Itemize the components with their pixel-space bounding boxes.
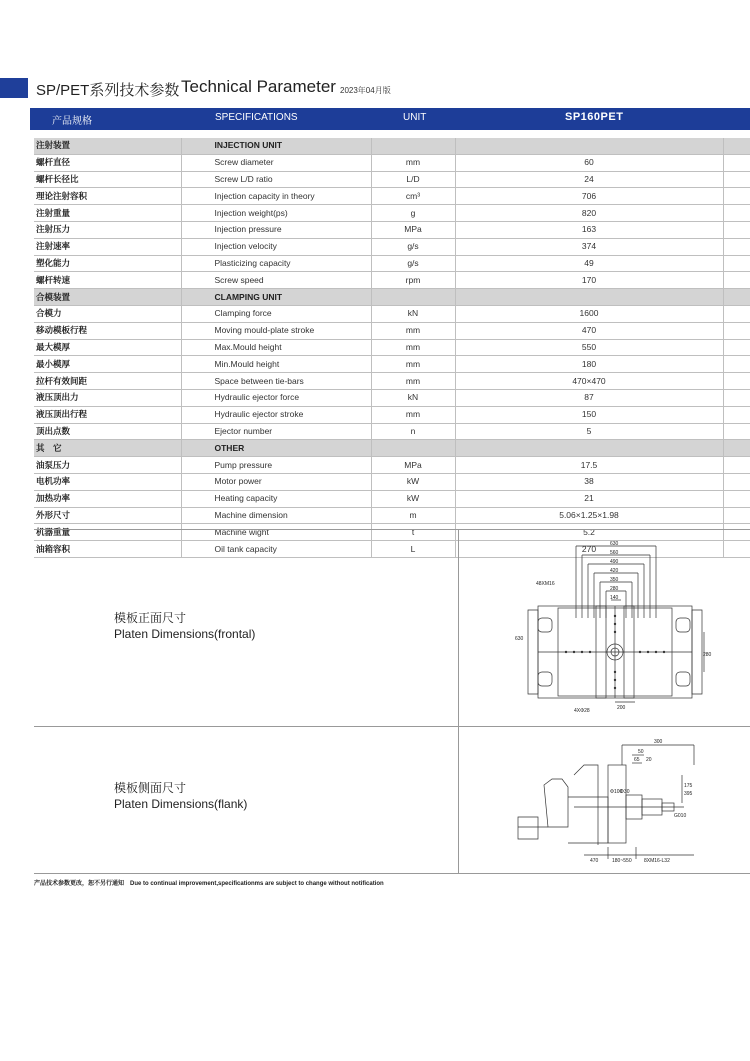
row-unit: mm (371, 356, 455, 373)
header-model: SP160PET (565, 111, 624, 123)
row-value: 270 (455, 541, 723, 558)
row-value (455, 138, 723, 154)
row-extra-cell (723, 154, 750, 171)
row-unit: rpm (371, 272, 455, 289)
frontal-dim-top-6: 140 (610, 595, 619, 601)
row-label-cn: 油箱容积 (34, 541, 181, 558)
flank-dim-left: Φ100 (610, 789, 623, 795)
row-extra-cell (723, 490, 750, 507)
frontal-label-en: Platen Dimensions(frontal) (114, 627, 256, 641)
table-row (34, 188, 750, 205)
table-row (34, 423, 750, 440)
row-label-cn: 机器重量 (34, 524, 181, 541)
flank-dim-left2: Φ30 (620, 789, 630, 795)
row-label-en: Hydraulic ejector force (181, 389, 371, 406)
table-row (34, 373, 750, 390)
title-chinese: SP/PET系列技术参数 (36, 82, 180, 99)
flank-platen-drawing (514, 735, 714, 865)
row-label-cn: 液压顶出力 (34, 389, 181, 406)
frontal-dim-top-5: 280 (610, 586, 619, 592)
frontal-dim-top-2: 490 (610, 559, 619, 565)
row-label-cn: 注射压力 (34, 221, 181, 238)
table-row (34, 305, 750, 322)
row-label-en: Screw speed (181, 272, 371, 289)
row-label-en: Hydraulic ejector stroke (181, 406, 371, 423)
row-label-cn: 注射重量 (34, 205, 181, 222)
row-label-en: Injection velocity (181, 238, 371, 255)
row-extra-cell (723, 356, 750, 373)
flank-dim-thread: G010 (674, 813, 687, 819)
row-unit: n (371, 423, 455, 440)
row-value (455, 289, 723, 306)
row-extra-cell (723, 473, 750, 490)
section-divider-vertical (458, 530, 459, 873)
row-label-cn: 合模力 (34, 305, 181, 322)
table-row (34, 154, 750, 171)
row-value: 38 (455, 473, 723, 490)
table-row (34, 171, 750, 188)
row-value: 87 (455, 389, 723, 406)
header-unit: UNIT (403, 112, 427, 123)
flank-dim-side: 175 (684, 783, 693, 789)
row-label-cn: 塑化能力 (34, 255, 181, 272)
flank-dim-side2: 395 (684, 791, 693, 797)
row-label-en: Pump pressure (181, 457, 371, 474)
row-value: 470×470 (455, 373, 723, 390)
row-extra-cell (723, 138, 750, 154)
row-label-cn: 移动模板行程 (34, 322, 181, 339)
table-row (34, 473, 750, 490)
frontal-platen-drawing (514, 540, 714, 720)
header-accent-bar (0, 78, 28, 98)
row-extra-cell (723, 238, 750, 255)
row-label-en: Screw L/D ratio (181, 171, 371, 188)
row-label-en: Machine wight (181, 524, 371, 541)
header-product-spec-cn: 产品规格 (52, 116, 92, 127)
row-label-cn: 注射装置 (34, 138, 181, 154)
row-value: 24 (455, 171, 723, 188)
flank-dim-bottom2: 180~550 (612, 858, 632, 864)
row-value: 21 (455, 490, 723, 507)
row-value: 17.5 (455, 457, 723, 474)
row-unit: g/s (371, 255, 455, 272)
table-row (34, 406, 750, 423)
frontal-dim-top-0: 630 (610, 541, 619, 547)
row-unit (371, 289, 455, 306)
row-unit: kN (371, 305, 455, 322)
footnote: 产品技术参数更改，恕不另行通知 Due to continual improvement,specificationms are subject to change without notification (34, 881, 384, 887)
row-extra-cell (723, 389, 750, 406)
row-extra-cell (723, 339, 750, 356)
row-label-cn: 理论注射容积 (34, 188, 181, 205)
flank-label-cn: 模板侧面尺寸 (114, 781, 187, 795)
table-row (34, 272, 750, 289)
row-label-cn: 螺杆转速 (34, 272, 181, 289)
table-row (34, 457, 750, 474)
row-label-cn: 其 它 (34, 440, 181, 457)
table-row (34, 339, 750, 356)
frontal-dim-left-0: 630 (515, 636, 524, 642)
frontal-dim-top-1: 560 (610, 550, 619, 556)
row-unit (371, 138, 455, 154)
row-label-cn: 油泵压力 (34, 457, 181, 474)
table-row (34, 221, 750, 238)
table-section-row (34, 289, 750, 306)
row-value: 1600 (455, 305, 723, 322)
row-label-en: Clamping force (181, 305, 371, 322)
row-extra-cell (723, 423, 750, 440)
row-label-en: OTHER (181, 440, 371, 457)
row-label-en: Injection pressure (181, 221, 371, 238)
frontal-dim-bottom: 200 (617, 705, 626, 711)
row-label-cn: 螺杆长径比 (34, 171, 181, 188)
frontal-dim-top-4: 350 (610, 577, 619, 583)
row-label-en: Oil tank capacity (181, 541, 371, 558)
frontal-label-cn: 模板正面尺寸 (114, 611, 187, 625)
table-row (34, 255, 750, 272)
row-unit: MPa (371, 221, 455, 238)
row-value: 706 (455, 188, 723, 205)
row-label-en: Machine dimension (181, 507, 371, 524)
row-label-cn: 注射速率 (34, 238, 181, 255)
row-label-en: Plasticizing capacity (181, 255, 371, 272)
flank-dim-top1: 300 (654, 739, 663, 745)
row-extra-cell (723, 305, 750, 322)
row-unit: g/s (371, 238, 455, 255)
row-label-cn: 最小模厚 (34, 356, 181, 373)
row-unit: mm (371, 322, 455, 339)
flank-label-en: Platen Dimensions(flank) (114, 797, 248, 811)
table-row (34, 490, 750, 507)
row-extra-cell (723, 373, 750, 390)
section-divider-horizontal (34, 726, 750, 727)
row-value: 170 (455, 272, 723, 289)
row-label-cn: 电机功率 (34, 473, 181, 490)
row-value: 374 (455, 238, 723, 255)
row-value (455, 440, 723, 457)
flank-dim-bottom3: 8XM16-L32 (644, 858, 670, 864)
row-value: 5.2 (455, 524, 723, 541)
flank-dim-bottom1: 470 (590, 858, 599, 864)
spec-table (34, 138, 750, 558)
frontal-dim-top-3: 420 (610, 568, 619, 574)
row-value: 163 (455, 221, 723, 238)
header-specifications: SPECIFICATIONS (215, 112, 298, 123)
row-extra-cell (723, 289, 750, 306)
row-label-cn: 液压顶出行程 (34, 406, 181, 423)
table-row (34, 389, 750, 406)
row-label-en: Motor power (181, 473, 371, 490)
row-value: 60 (455, 154, 723, 171)
row-unit: m (371, 507, 455, 524)
row-label-cn: 顶出点数 (34, 423, 181, 440)
flank-dim-top2: 50 (638, 749, 644, 755)
row-unit: L (371, 541, 455, 558)
row-unit: mm (371, 154, 455, 171)
row-label-en: Injection weight(ps) (181, 205, 371, 222)
row-unit: kW (371, 473, 455, 490)
row-unit: cm³ (371, 188, 455, 205)
row-label-cn: 加热功率 (34, 490, 181, 507)
row-value: 820 (455, 205, 723, 222)
row-label-en: Injection capacity in theory (181, 188, 371, 205)
row-label-cn: 最大模厚 (34, 339, 181, 356)
flank-dim-top4: 20 (646, 757, 652, 763)
row-extra-cell (723, 188, 750, 205)
row-label-cn: 拉杆有效间距 (34, 373, 181, 390)
title-english: Technical Parameter (181, 77, 336, 96)
table-row (34, 356, 750, 373)
row-extra-cell (723, 205, 750, 222)
page-header (0, 76, 750, 102)
row-label-en: Screw diameter (181, 154, 371, 171)
table-section-row (34, 138, 750, 154)
spec-table-body (34, 138, 750, 557)
row-value: 5 (455, 423, 723, 440)
row-label-cn: 外形尺寸 (34, 507, 181, 524)
row-unit: kN (371, 389, 455, 406)
platen-dimensions-section (34, 529, 750, 874)
row-value: 49 (455, 255, 723, 272)
row-extra-cell (723, 272, 750, 289)
frontal-thread-label: 48XM16 (536, 581, 555, 587)
row-unit: t (371, 524, 455, 541)
row-extra-cell (723, 440, 750, 457)
row-label-cn: 合模装置 (34, 289, 181, 306)
row-label-en: INJECTION UNIT (181, 138, 371, 154)
table-row (34, 205, 750, 222)
row-label-en: Moving mould-plate stroke (181, 322, 371, 339)
row-label-en: Ejector number (181, 423, 371, 440)
row-value: 180 (455, 356, 723, 373)
row-unit: g (371, 205, 455, 222)
row-unit: MPa (371, 457, 455, 474)
row-unit: L/D (371, 171, 455, 188)
row-extra-cell (723, 322, 750, 339)
table-row (34, 322, 750, 339)
row-extra-cell (723, 255, 750, 272)
row-value: 150 (455, 406, 723, 423)
row-label-en: Min.Mould height (181, 356, 371, 373)
table-section-row (34, 440, 750, 457)
frontal-hole-label: 4XΦ28 (574, 708, 590, 714)
row-extra-cell (723, 406, 750, 423)
row-extra-cell (723, 457, 750, 474)
row-value: 550 (455, 339, 723, 356)
frontal-dim-right: 280 (703, 652, 712, 658)
row-unit: mm (371, 373, 455, 390)
row-value: 470 (455, 322, 723, 339)
spec-table-header (30, 108, 750, 130)
row-extra-cell (723, 221, 750, 238)
row-unit: mm (371, 339, 455, 356)
row-extra-cell (723, 171, 750, 188)
frontal-label (114, 610, 255, 642)
flank-dim-top3: 65 (634, 757, 640, 763)
row-label-en: Space between tie-bars (181, 373, 371, 390)
row-value: 5.06×1.25×1.98 (455, 507, 723, 524)
row-label-en: Max.Mould height (181, 339, 371, 356)
row-unit (371, 440, 455, 457)
table-row (34, 507, 750, 524)
row-label-en: Heating capacity (181, 490, 371, 507)
version-label: 2023年04月版 (340, 86, 391, 95)
row-unit: mm (371, 406, 455, 423)
row-label-cn: 螺杆直径 (34, 154, 181, 171)
flank-label (114, 780, 247, 812)
table-row (34, 238, 750, 255)
row-extra-cell (723, 507, 750, 524)
row-label-en: CLAMPING UNIT (181, 289, 371, 306)
row-unit: kW (371, 490, 455, 507)
